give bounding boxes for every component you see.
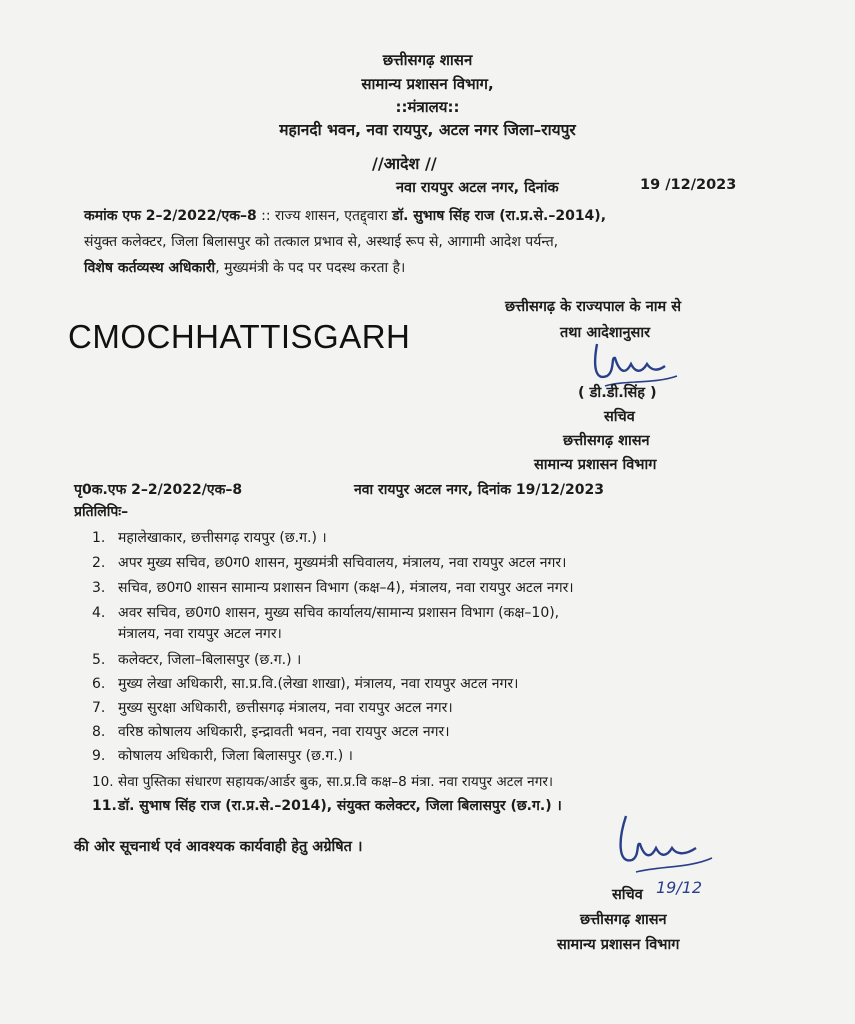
officer-service: (रा.प्र.से.–2014),: [494, 208, 607, 224]
list-item: 8. वरिष्ठ कोषालय अधिकारी, इन्द्रावती भवन, नवा रायपुर अटल नगर।: [92, 724, 450, 740]
endorsement-dept-2: सामान्य प्रशासन विभाग: [557, 937, 680, 953]
list-item: 10. सेवा पुस्तिका संधारण सहायक/आर्डर बुक, सा.प्र.वि कक्ष–8 मंत्रा. नवा रायपुर अटल नगर।: [92, 774, 554, 790]
list-item: 7. मुख्य सुरक्षा अधिकारी, छत्तीसगढ़ मंत्रालय, नवा रायपुर अटल नगर।: [92, 700, 453, 716]
endorsement-sign-designation: सचिव: [612, 887, 643, 903]
list-item: 4. अवर सचिव, छ0ग0 शासन, मुख्य सचिव कार्यालय/सामान्य प्रशासन विभाग (कक्ष–10),: [92, 605, 560, 621]
order-text-end: , मुख्यमंत्री के पद पर पदस्थ करता है।: [215, 260, 406, 276]
header-department: सामान्य प्रशासन विभाग,: [361, 75, 494, 93]
list-item: 11.डॉ. सुभाष सिंह राज (रा.प्र.से.–2014), संयुक्त कलेक्टर, जिला बिलासपुर (छ.ग.) ।: [92, 798, 562, 814]
forward-note: की ओर सूचनार्थ एवं आवश्यक कार्यवाही हेतु अग्रेषित ।: [74, 839, 363, 855]
officer-name: डॉ. सुभाष सिंह राज: [391, 208, 495, 224]
authority-line-2: तथा आदेशानुसार: [560, 325, 651, 341]
header-address: महानदी भवन, नवा रायपुर, अटल नगर जिला–रायपुर: [279, 121, 576, 139]
copy-label: प्रतिलिपिः–: [74, 504, 129, 520]
order-place-date: नवा रायपुर अटल नगर, दिनांक: [396, 180, 559, 196]
authority-designation: सचिव: [604, 409, 635, 425]
authority-dept-1: छत्तीसगढ़ शासन: [563, 433, 650, 449]
endorsement-place-date: नवा रायपुर अटल नगर, दिनांक 19/12/2023: [354, 482, 605, 498]
authority-line-1: छत्तीसगढ़ के राज्यपाल के नाम से: [505, 299, 682, 315]
order-title: //आदेश //: [372, 154, 437, 173]
list-item: 3. सचिव, छ0ग0 शासन सामान्य प्रशासन विभाग (कक्ष–4), मंत्रालय, नवा रायपुर अटल नगर।: [92, 580, 574, 596]
list-item: 1. महालेखाकार, छत्तीसगढ़ रायपुर (छ.ग.) ।: [92, 530, 327, 546]
list-item: मंत्रालय, नवा रायपुर अटल नगर।: [118, 626, 282, 642]
order-paragraph-line-2: संयुक्त कलेक्टर, जिला बिलासपुर को तत्काल प्रभाव से, अस्थाई रूप से, आगामी आदेश पर्यन्त,: [84, 234, 559, 250]
list-item: 2. अपर मुख्य सचिव, छ0ग0 शासन, मुख्यमंत्री सचिवालय, मंत्रालय, नवा रायपुर अटल नगर।: [92, 555, 567, 571]
endorsement-dept-1: छत्तीसगढ़ शासन: [580, 912, 667, 928]
header-government: छत्तीसगढ़ शासन: [382, 51, 473, 69]
endorsement-sign-date: 19/12: [656, 878, 703, 897]
list-item: 9. कोषालय अधिकारी, जिला बिलासपुर (छ.ग.) ।: [92, 748, 353, 764]
order-text-part: :: राज्य शासन, एतद्द्वारा: [256, 208, 392, 224]
order-date: 19 /12/2023: [640, 177, 737, 193]
header-ministry: ::मंत्रालय::: [395, 98, 460, 116]
order-reference: कमांक एफ 2–2/2022/एक–8: [84, 208, 257, 224]
watermark-text: CMOCHHATTISGARH: [68, 318, 411, 355]
authority-name: ( डी.डी.सिंह ): [578, 385, 657, 401]
order-paragraph-line-3: [84, 258, 405, 277]
list-item: 6. मुख्य लेखा अधिकारी, सा.प्र.वि.(लेखा शाखा), मंत्रालय, नवा रायपुर अटल नगर।: [92, 676, 519, 692]
endorsement-ref: पृ0क.एफ 2–2/2022/एक–8: [74, 482, 243, 498]
post-title: विशेष कर्तव्यस्थ अधिकारी: [84, 260, 216, 276]
order-paragraph-line-1: [84, 206, 606, 225]
authority-dept-2: सामान्य प्रशासन विभाग: [534, 457, 657, 473]
list-item: 5. कलेक्टर, जिला–बिलासपुर (छ.ग.) ।: [92, 652, 302, 668]
